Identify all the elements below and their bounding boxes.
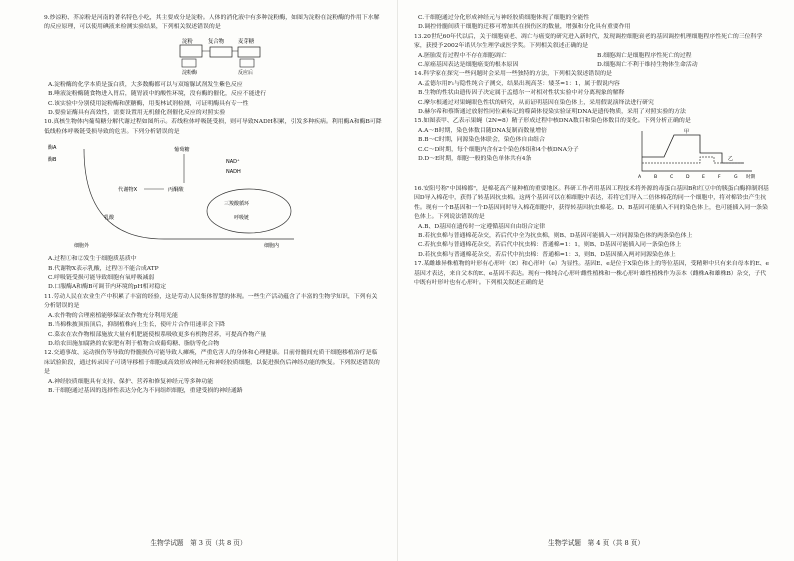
- question-14-stem: 14.科学家在探究一些问题时会采用一些独特的方法，下列相关叙述错误的是: [414, 71, 612, 78]
- question-15-stem: 15.如图表甲、乙表示果蝇（2N=8）精子形成过程中核DNA数目和染色体数目的变化。下列分析正确的是: [414, 118, 691, 125]
- q11-option-a: A.农作物的合理密植能够保证农作物充分利用光能: [48, 312, 178, 319]
- q10-option-d: D.口服酶A和酶B可调节内环境的pH相对稳定: [48, 284, 167, 291]
- q16-option-c: C.若抗虫棉与普通棉花杂交，若后代中抗虫棉：普通棉=1：1，则B、D基因可能插入同一条染色体上: [418, 242, 682, 249]
- q12-option-b: B.干细胞通过基因的选择性表达分化为不同组织细胞，重建受损的神经通路: [48, 387, 243, 394]
- question-13-stem: 13.20世纪60年代以后，关于细胞衰老、凋亡与癌变的研究进入新时代，发现调控细胞衰老的基因调控机理细胞程序性死亡的三位科学家，获授予2002年诺贝尔生理学或医学奖。下列相关叙述正确的是: [414, 33, 763, 50]
- q15-option-d: D.D～E时期，细胞一般的染色单体共有4条: [418, 156, 532, 163]
- q15-xlabel: 时期: [746, 174, 756, 180]
- q11-option-c: C.菜农在农作物根部施放大量有机肥能使根系吸收更多有机物营养，可提高作物产量: [48, 331, 267, 338]
- page-4: [397, 0, 794, 561]
- q11-option-b: B.当棉株披顶掐顶后，抑制植株向上生长，使叶片合作用速率会下降: [48, 322, 226, 329]
- q15-point-d: D: [686, 174, 690, 180]
- page-4-footer: 生物学试题 第 4 页（共 8 页）: [548, 539, 644, 547]
- q10-cell-inner-label: 细胞内: [264, 243, 280, 250]
- q10-figure: [44, 139, 383, 253]
- q12-option-d: D.调控骨髓间质干细胞的迁移可增加其在损伤区的数量，增强和分化具有重要作用: [418, 24, 631, 31]
- q10-x-label: 代谢物X: [118, 187, 138, 194]
- q15-option-a: A.A～B时期，染色体数目随DNA复制而数量增倍: [418, 127, 547, 134]
- q15-option-b: B.B～C时期，同源染色体联会，染色体自由组合: [418, 137, 545, 144]
- q14-option-b: B.生物的性状由遗传因子决定属于孟德尔一对相对性状实验中对分离现象的解释: [418, 90, 625, 97]
- q15-option-c: C.C～D时期，每个细胞内含有2个染色体组和4个核DNA分子: [418, 146, 579, 153]
- q14-option-d: D.赫尔希和蔡斯通过放射性同位素标记的噬菌体侵染实验证明DNA是遗传物质，采用了对照实验的方法: [418, 109, 686, 116]
- q9-option-a: A.淀粉酶的化学本质是蛋白质，大多数酶都可以与双缩脲试剂发生紫色反应: [48, 81, 243, 88]
- q14-option-a: A.孟德尔用F₁与隐性纯合子测交，结果出现高茎：矮茎=1：1，属于假说内容: [418, 80, 620, 87]
- q10-pyruvate-label: 丙酮酸: [168, 187, 184, 194]
- q13-option-b: B.细胞凋亡是细胞程序性死亡的过程: [597, 52, 692, 59]
- q10-lactate-label: 乳酸: [104, 215, 115, 222]
- q10-nad-label: NAD⁺: [226, 159, 240, 166]
- q9-starch-label: 淀粉: [182, 38, 193, 45]
- q16-option-b: B.若抗虫棉与普通棉花杂交，若后代中全为抗虫棉，则B、D基因可能插入一对同源染色体的两条染色体上: [418, 232, 693, 239]
- q11-option-d: D.给农田施加腐熟的农家肥有利于植物合成葡萄糖、脂肪等化合物: [48, 340, 220, 347]
- q15-point-g: G: [734, 174, 738, 180]
- q15-point-b: B: [654, 174, 658, 180]
- question-11-stem: 11.劳动人民在农业生产中积累了丰富的经验，这是劳动人民集体智慧的体现。一些生产活动蕴含了丰富的生物学知识，下列有关分析错误的是: [44, 293, 378, 310]
- q15-series-a-label: 甲: [684, 128, 690, 135]
- q10-option-b: B.代谢物X表示乳酸，过程③不能合成ATP: [48, 265, 159, 272]
- q10-enzyme-a-label: 酶A: [48, 145, 57, 152]
- q15-point-a: A: [638, 174, 642, 180]
- q15-point-e: E: [702, 174, 706, 180]
- q10-option-a: A.过程①和②发生于细胞质基质中: [48, 256, 137, 263]
- q9-option-c: C.该实验中分别使用淀粉酶和蔗糖酶，用斐林试剂检测，可证明酶具有专一性: [48, 100, 249, 107]
- q9-product-label: 麦芽糖: [238, 38, 255, 45]
- q13-option-d: D.细胞凋亡不利于维持生物体生命活动: [597, 62, 698, 69]
- q14-option-c: C.摩尔根通过对果蝇眼色性状的研究，从而证明基因在染色体上，采用假说演绎法进行研究: [418, 99, 654, 106]
- q10-enzyme-b-label: 酶B: [48, 157, 57, 164]
- q9-option-b: B.唾液淀粉酶随食物进入胃后，随胃液中的酸性环境，没有酶的催化，反应不能进行: [48, 91, 267, 98]
- q16-option-a: A.B、D基因在遗传时一定遵循基因自由组合定律: [418, 223, 546, 230]
- q9-reuse-label: 反应后: [238, 69, 254, 75]
- q12-option-c: C.干细胞通过分化形成神经元与神经胶质细胞体现了细胞的全能性: [418, 15, 590, 21]
- q13-option-c: C.原癌基因表达是细胞癌变的根本原因: [418, 62, 519, 69]
- q10-nadh-label: NADH: [226, 169, 241, 176]
- q10-cell-outer-label: 细胞外: [74, 243, 90, 250]
- q9-figure: [44, 35, 383, 79]
- question-10-stem: 10.真核生物体内葡萄糖分解代谢过程如图所示。若线粒体呼吸链受损，则可导致NADH积累，引发多种疾病。利用酶A和酶B可降低线粒体呼吸链受损导致的危害。下列分析错误的是: [44, 119, 382, 135]
- q10-chain-label: 呼吸链: [234, 215, 250, 222]
- q15-point-f: F: [718, 174, 721, 180]
- q16-option-d: D.若抗虫棉与普通棉花杂交，若后代中抗虫棉：普通棉=1：3，则B、D基因插入两对同源染色体上: [418, 251, 676, 258]
- q15-chart: [634, 127, 772, 185]
- q10-tca-label: 三羧酸循环: [224, 201, 250, 208]
- question-16-stem: 16.安阳号称"中国棉都"，是棉花高产量种植的重要地区。科研工作者用基因工程技术将外源的毒蛋白基因B和红豆中的胰蛋白酶抑制剂基因D导入棉花中，获得了转基因抗虫棉。这两个基因可以在棉细胞中表达，若将它们导入二倍体棉花的同一个细胞中，将对棉铃虫产生抗性。现有一个B基因和一个D基因同时导入棉花细胞中，获得转基因抗虫棉花。D、B基因可能插入不同的染色体上，也可能插入同一条染色体上。下列说法错误的是: [414, 185, 769, 221]
- q9-complex-label: 复合物: [208, 38, 225, 45]
- q15-point-c: C: [670, 174, 674, 180]
- q13-option-a: A.胚胎发育过程中不存在细胞凋亡: [418, 52, 507, 59]
- q15-series-b-label: 乙: [728, 155, 734, 162]
- page-3-footer: 生物学试题 第 3 页（共 8 页）: [150, 539, 247, 547]
- q10-option-c: C.呼吸链受损可能导致细胞有氧呼吸减弱: [48, 275, 155, 282]
- question-17-stem: 17.某雌雄异株植物的叶形有心形叶（E）和心形叶（e）为显性。基因E、e是位于X染色体上的等位基因，受精卵中只有来自母本的E、e基因才表达，来自父本的E、e基因不表达。现有一株纯合心形叶雌性植株和一株心形叶雄性植株作为亲本（雌株A和雄株B）杂交，子代中既有叶形叶也有心形叶。下列相关叙述正确的是: [414, 261, 770, 286]
- q9-enzyme-label: 淀粉酶: [182, 69, 198, 75]
- q12-option-a: A.神经胶质细胞具有支持、保护、营养和修复神经元等多种功能: [48, 378, 214, 385]
- q10-glucose-label: 葡萄糖: [174, 147, 190, 154]
- question-9-stem: 9.炒凉粉、芥凉粉是河南的著名特色小吃，其主要成分是淀粉。人体的消化液中有多种淀粉酶，如图为淀粉在淀粉酶的作用下水解的反应原理，可以使用碘液来检测实验结果，下列相关叙述错误的是: [44, 15, 380, 31]
- question-12-stem: 12.交通事故、运动损伤等导致的脊髓损伤可能导致人瘫痪，严重危害人的身体和心理健康。目前骨髓间充质干细胞移植治疗是临床试验阶段，通过转录因子可诱导移植于细胞或高效形成神经元和神经胶质细胞，以促进损伤后神经功能的恢复。下列叙述错误的是: [44, 350, 380, 376]
- q9-option-d: D.要验证酶具有高效性，需要设置用无机催化剂催化反应的对照实验: [48, 110, 226, 117]
